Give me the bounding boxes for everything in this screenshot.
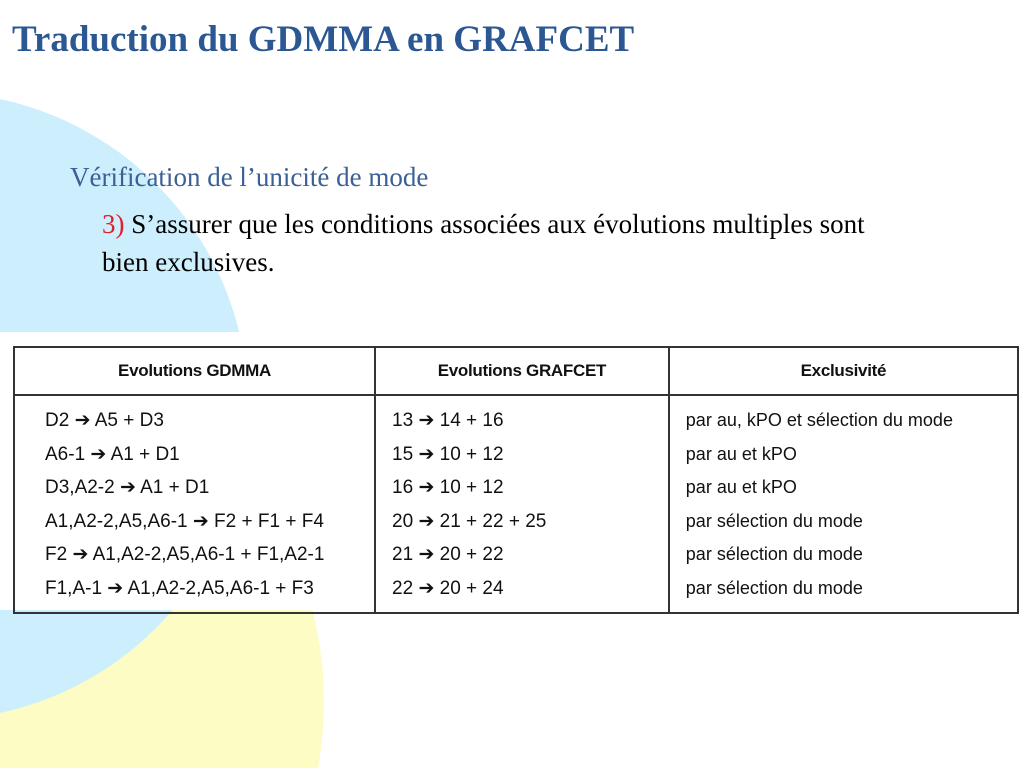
table-body-row <box>14 395 1018 613</box>
gdmma-evolution: F2 ➔ A1,A2-2,A5,A6-1 + F1,A2-1 <box>45 544 325 566</box>
gdmma-evolution: A1,A2-2,A5,A6-1 ➔ F2 + F1 + F4 <box>45 510 324 532</box>
point-text: S’assurer que les conditions associées aux évolutions multiples sont bien exclusives. <box>102 209 865 277</box>
grafcet-evolution: 13 ➔ 14 + 16 <box>392 410 504 431</box>
grafcet-column <box>375 395 669 613</box>
gdmma-evolution: A6-1 ➔ A1 + D1 <box>45 443 180 465</box>
gdmma-evolution: D3,A2-2 ➔ A1 + D1 <box>45 477 210 499</box>
slide-subtitle: Vérification de l’unicité de mode <box>70 162 429 192</box>
gdmma-evolution: F1,A-1 ➔ A1,A2-2,A5,A6-1 + F3 <box>45 577 314 599</box>
exclusivite-value: par sélection du mode <box>685 577 863 598</box>
exclusivite-column <box>669 395 1018 613</box>
evolutions-table <box>13 346 1019 614</box>
gdmma-evolution: D2 ➔ A5 + D3 <box>45 410 164 431</box>
header-gdmma: Evolutions GDMMA <box>14 347 375 395</box>
grafcet-evolution: 22 ➔ 20 + 24 <box>392 577 504 599</box>
header-exclusivite: Exclusivité <box>669 347 1018 395</box>
exclusivite-value: par au et kPO <box>685 477 797 498</box>
exclusivite-value: par au et kPO <box>685 443 797 464</box>
table-header-row <box>14 347 1018 395</box>
slide-title: Traduction du GDMMA en GRAFCET <box>12 19 635 60</box>
gdmma-column <box>14 395 375 613</box>
exclusivite-value: par au, kPO et sélection du mode <box>685 410 953 430</box>
grafcet-evolution: 15 ➔ 10 + 12 <box>392 443 504 465</box>
bullet-point <box>102 205 902 281</box>
point-number: 3) <box>102 209 125 239</box>
grafcet-evolution: 20 ➔ 21 + 22 + 25 <box>392 510 547 532</box>
grafcet-evolution: 16 ➔ 10 + 12 <box>392 477 504 499</box>
grafcet-evolution: 21 ➔ 20 + 22 <box>392 544 504 566</box>
exclusivite-value: par sélection du mode <box>685 510 863 531</box>
exclusivite-value: par sélection du mode <box>685 544 863 565</box>
decorative-mask <box>324 600 1024 768</box>
header-grafcet: Evolutions GRAFCET <box>375 347 669 395</box>
table-image-area <box>0 332 1024 610</box>
